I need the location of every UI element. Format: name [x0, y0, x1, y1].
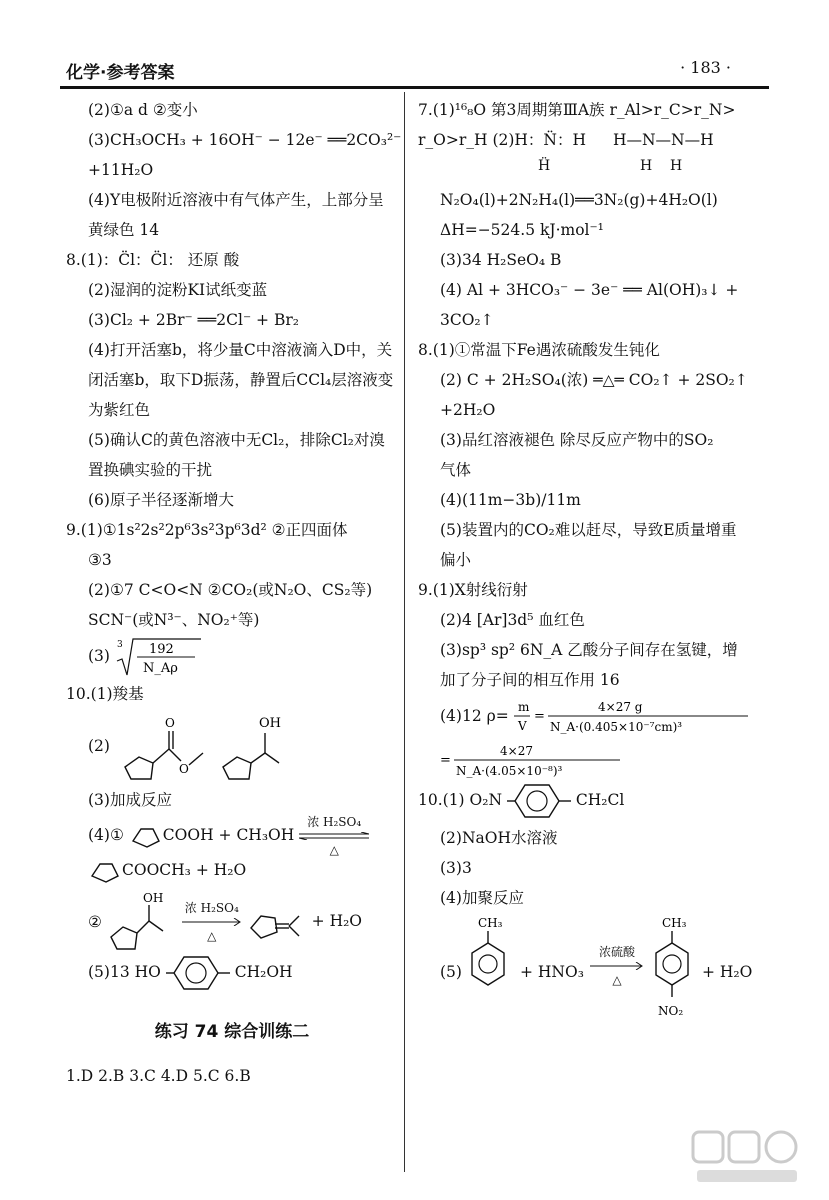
answer-line: +2H₂O: [440, 401, 496, 419]
reaction-line: [418, 913, 768, 1023]
answer-line: 8.(1)①常温下Fe遇浓硫酸发生钝化: [418, 341, 660, 359]
density-formula-simplified: [440, 739, 640, 781]
label: (5): [440, 963, 462, 981]
cube-root-formula: [115, 635, 205, 679]
answer-line: (5)确认C的黄色溶液中无Cl₂，排除Cl₂对溴: [88, 431, 385, 449]
reaction-line: [66, 891, 398, 955]
reaction-line: [66, 855, 398, 891]
label: (3): [88, 647, 110, 665]
answer-line: (3)34 H₂SeO₄ B: [440, 251, 562, 269]
reaction-arrow: [590, 945, 644, 987]
answer-line: 为紫红色: [88, 401, 151, 419]
answer-text: r_O>r_H (2)H：N̈：H: [418, 131, 587, 149]
ch3-label: CH₃: [662, 916, 687, 930]
right-column: [418, 95, 768, 1023]
answer-line: 闭活塞b，取下D振荡，静置后CCl₄层溶液变: [88, 371, 394, 389]
answer-line: 10.(1)羧基: [66, 685, 144, 703]
oh-label: OH: [142, 891, 164, 905]
water-label: + H₂O: [702, 963, 753, 981]
answer-line: (2)NaOH水溶液: [440, 829, 558, 847]
svg-text:=: =: [440, 753, 451, 768]
answer-line: (4)Y电极附近溶液中有气体产生，上部分呈: [88, 191, 384, 209]
svg-text:=: =: [533, 709, 545, 724]
condition-bottom: △: [329, 843, 339, 857]
answer-line: (4) Al + 3HCO₃⁻ − 3e⁻ ══ Al(OH)₃↓ +: [440, 281, 739, 299]
svg-text:3: 3: [116, 640, 123, 650]
answer-line: 9.(1)①1s²2s²2p⁶3s²3p⁶3d² ②正四面体: [66, 521, 348, 539]
condition-top: 浓 H₂SO₄: [307, 815, 362, 829]
hydrazine-structure: H—N—N—H: [612, 131, 714, 149]
cyclopentyl-ring: [129, 823, 163, 849]
label: (2): [88, 737, 110, 755]
alkene-structure: [247, 902, 307, 942]
ch2oh-label: CH₂OH: [234, 963, 293, 981]
denominator: N_A·(0.405×10⁻⁷cm)³: [549, 720, 682, 734]
cube-root-line: [66, 635, 398, 679]
cyclopentyl-ring: [88, 858, 122, 884]
answer-line: ΔH=−524.5 kJ·mol⁻¹: [440, 221, 604, 239]
section-title: 练习 74 综合训练二: [154, 1022, 310, 1042]
toluene-structure: [468, 913, 508, 999]
answer-line: SCN⁻(或N³⁻、NO₂⁺等): [88, 611, 260, 629]
methanol-label: + CH₃OH: [218, 826, 295, 844]
denominator: N_A·(4.05×10⁻⁸)³: [456, 764, 563, 778]
answer-line: 3CO₂↑: [440, 311, 494, 329]
answer-line: (4)(11m−3b)/11m: [440, 491, 581, 509]
svg-text:O: O: [164, 716, 175, 730]
answer-line: 加了分子间的相互作用 16: [440, 671, 620, 689]
header-rule: [60, 86, 769, 89]
answer-line: 置换碘实验的干扰: [88, 461, 213, 479]
label: (4)①: [88, 826, 124, 844]
answer-line: (3)sp³ sp² 6N_A 乙酸分子间存在氢键，增: [440, 641, 738, 659]
label: (5)13: [88, 963, 130, 981]
svg-text:O: O: [178, 762, 189, 776]
answer-line: (4)加聚反应: [440, 889, 524, 907]
water-label: + H₂O: [195, 861, 247, 879]
numerator: 4×27: [500, 744, 533, 758]
benzene-ring: [166, 955, 230, 991]
condition-top: 浓 H₂SO₄: [184, 901, 239, 915]
watermark-logo: [691, 1128, 803, 1188]
answer-line: (2)湿润的淀粉KI试纸变蓝: [88, 281, 268, 299]
answer-line: (3)CH₃OCH₃ + 16OH⁻ − 12e⁻ ══2CO₃²⁻: [88, 131, 402, 149]
water-label: + H₂O: [311, 912, 363, 930]
answer-line: (6)原子半径逐渐增大: [88, 491, 234, 509]
answer-line: (5)装置内的CO₂难以赶尽，导致E质量增重: [440, 521, 737, 539]
reaction-line: [66, 815, 398, 855]
cooh-label: COOH: [162, 826, 214, 844]
answer-line: 7.(1)¹⁶₈O 第3周期第ⅢA族 r_Al>r_C>r_N>: [418, 101, 736, 119]
numerator: 192: [148, 642, 174, 657]
condition-top: 浓硫酸: [598, 945, 635, 959]
answer-line: (4)打开活塞b，将少量C中溶液滴入D中，关: [88, 341, 393, 359]
answer-line: (3)Cl₂ + 2Br⁻ ══2Cl⁻ + Br₂: [88, 311, 299, 329]
structure-line: [418, 783, 768, 823]
nitrotoluene-structure: [650, 913, 694, 1023]
benzene-ring: [507, 783, 571, 819]
numerator: 4×27 g: [597, 700, 643, 714]
oh-label: OH: [258, 716, 281, 731]
denominator: N_Aρ: [142, 661, 178, 676]
answer-line: (2)①a d ②变小: [88, 101, 198, 119]
label: ②: [88, 913, 102, 931]
ammonia-lower-h: Ḧ: [538, 158, 551, 174]
ch2cl-label: CH₂Cl: [575, 791, 625, 809]
answer-line: (2)①7 C<O<N ②CO₂(或N₂O、CS₂等): [88, 581, 373, 599]
density-formula-line: [418, 695, 768, 739]
hno3-label: + HNO₃: [520, 963, 584, 981]
m-label: m: [517, 700, 530, 714]
header-title: 化学·参考答案: [66, 63, 175, 83]
answer-line: (3)加成反应: [88, 791, 172, 809]
answer-line: 8.(1)：C̈l：C̈l： 还原 酸: [66, 251, 240, 269]
no2-label: NO₂: [658, 1004, 684, 1018]
hydrazine-lower-h: H H: [640, 158, 683, 174]
density-formula: [514, 695, 754, 737]
label: 10.(1): [418, 791, 465, 809]
answer-line: (3)品红溶液褪色 除尽反应产物中的SO₂: [440, 431, 714, 449]
answer-line: 黄绿色 14: [88, 221, 160, 239]
structure-line: [66, 709, 398, 785]
v-label: V: [517, 719, 527, 733]
ester-and-alcohol-structures: [115, 709, 355, 783]
structure-line: [418, 125, 768, 185]
answer-line: (3)3: [440, 859, 472, 877]
answer-line: +11H₂O: [88, 161, 154, 179]
condition-bottom: △: [612, 973, 622, 987]
formula-prefix: (4)12 ρ=: [440, 707, 509, 725]
ester-label: COOCH₃: [122, 861, 191, 879]
reaction-arrow: [182, 901, 242, 943]
answer-line: 偏小: [440, 551, 472, 569]
answer-line: 9.(1)X射线衍射: [418, 581, 528, 599]
left-column: [66, 95, 402, 1091]
alcohol-structure: [107, 891, 177, 953]
answer-line: 气体: [440, 461, 472, 479]
answer-line: ③3: [88, 551, 112, 569]
page-number: · 183 ·: [680, 58, 731, 77]
ho-label: HO: [134, 963, 161, 981]
answer-line: 1.D 2.B 3.C 4.D 5.C 6.B: [66, 1067, 251, 1085]
condition-bottom: △: [207, 929, 217, 943]
ch3-label: CH₃: [478, 916, 503, 930]
answer-line: N₂O₄(l)+2N₂H₄(l)══3N₂(g)+4H₂O(l): [440, 191, 718, 209]
reaction-arrow: [299, 815, 369, 857]
density-formula-line: [418, 739, 768, 783]
column-divider: [404, 92, 405, 1172]
o2n-label: O₂N: [469, 791, 503, 809]
answer-line: (2) C + 2H₂SO₄(浓) ═△═ CO₂↑ + 2SO₂↑: [440, 371, 748, 389]
answer-line: (2)4 [Ar]3d⁵ 血红色: [440, 611, 585, 629]
structure-line: [66, 955, 398, 995]
